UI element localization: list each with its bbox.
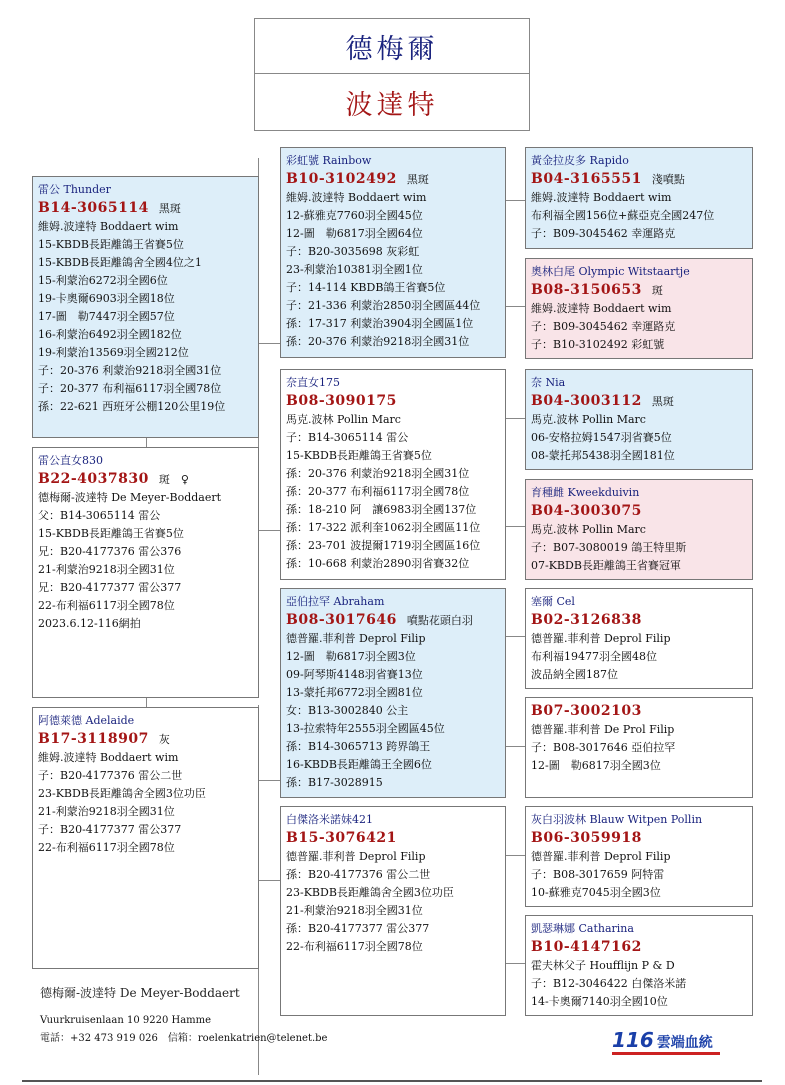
pedigree-card-ggdam-3 bbox=[525, 697, 753, 798]
record-line: 15-KBDB長距離鴿舍全國4位之1 bbox=[38, 256, 202, 269]
record-line: 15-利蒙治6272羽全國6位 bbox=[38, 274, 168, 287]
record-line: 12-圖 勒6817羽全國3位 bbox=[286, 650, 416, 663]
ring-number: B04-3165551 bbox=[531, 171, 642, 187]
color-marking: 斑 ♀ bbox=[158, 473, 189, 486]
record-line: 17-圖 勒7447羽全國57位 bbox=[38, 310, 175, 323]
ring-number: B08-3017646 bbox=[286, 612, 397, 628]
ring-number: B10-3102492 bbox=[286, 171, 397, 187]
color-marking: 黑斑 bbox=[158, 202, 181, 215]
record-line: 23-利蒙治10381羽全國1位 bbox=[286, 263, 423, 276]
record-line: 12-圖 勒6817羽全國3位 bbox=[531, 759, 661, 772]
color-marking: 黑斑 bbox=[651, 395, 674, 408]
connector-line bbox=[258, 780, 280, 781]
ring-number: B15-3076421 bbox=[286, 830, 397, 846]
connector-line bbox=[146, 697, 147, 707]
record-line: 22-布利福6117羽全國78位 bbox=[286, 940, 423, 953]
record-line: 2023.6.12-116網拍 bbox=[38, 617, 141, 630]
pigeon-name: 育種雌 Kweekduivin bbox=[531, 486, 640, 499]
record-line: 21-利蒙治9218羽全國31位 bbox=[38, 805, 175, 818]
record-line: 23-KBDB長距離鴿舍全國3位功臣 bbox=[38, 787, 206, 800]
pedigree-card-sire bbox=[32, 176, 259, 438]
record-line: 22-布利福6117羽全國78位 bbox=[38, 841, 175, 854]
record-line: 12-圖 勒6817羽全國64位 bbox=[286, 227, 423, 240]
record-line: 孫：10-668 利蒙治2890羽省賽32位 bbox=[286, 557, 470, 570]
pedigree-card-ggsire-1 bbox=[525, 147, 753, 249]
record-line: 波品納全國187位 bbox=[531, 668, 618, 681]
record-line: 子：20-377 布利福6117羽全國78位 bbox=[38, 382, 222, 395]
record-line: 孫：B20-4177376 雷公二世 bbox=[286, 868, 431, 881]
pigeon-name: 奧林白尾 Olympic Witstaartje bbox=[531, 265, 690, 278]
pigeon-name: 雷公 Thunder bbox=[38, 183, 111, 196]
record-line: 孫：20-377 布利福6117羽全國78位 bbox=[286, 485, 470, 498]
color-marking: 噴點花頭白羽 bbox=[406, 614, 473, 627]
record-line: 維姆.波達特 Boddaert wim bbox=[286, 191, 427, 204]
record-line: 23-KBDB長距離鴿舍全國3位功臣 bbox=[286, 886, 454, 899]
record-line: 07-KBDB長距離鴿王省賽冠軍 bbox=[531, 559, 681, 572]
record-line: 子：B09-3045462 幸運路克 bbox=[531, 227, 676, 240]
connector-line bbox=[505, 746, 525, 747]
record-line: 孫：B14-3065713 跨界鴿王 bbox=[286, 740, 431, 753]
logo-text: 雲端血統 bbox=[656, 1035, 713, 1051]
address: Vuurkruisenlaan 10 9220 Hamme bbox=[40, 1015, 212, 1026]
ring-number: B07-3002103 bbox=[531, 703, 642, 719]
pigeon-name: 雷公直女830 bbox=[38, 454, 103, 467]
record-line: 馬克.波林 Pollin Marc bbox=[286, 413, 401, 426]
record-line: 德普羅.菲利普 Deprol Filip bbox=[531, 850, 671, 863]
color-marking: 黑斑 bbox=[406, 173, 429, 186]
connector-line bbox=[258, 343, 280, 344]
record-line: 21-利蒙治9218羽全國31位 bbox=[38, 563, 175, 576]
pedigree-card-ggsire-4 bbox=[525, 806, 753, 907]
record-line: 孫：23-701 波提爾1719羽全國區16位 bbox=[286, 539, 481, 552]
record-line: 09-阿琴斯4148羽省賽13位 bbox=[286, 668, 423, 681]
record-line: 孫：22-621 西班牙公棚120公里19位 bbox=[38, 400, 226, 413]
record-line: 孫：18-210 阿 讓6983羽全國137位 bbox=[286, 503, 477, 516]
pigeon-name: 奈 Nia bbox=[531, 376, 566, 389]
record-line: 德普羅.菲利普 Deprol Filip bbox=[531, 632, 671, 645]
ring-number: B02-3126838 bbox=[531, 612, 642, 628]
connector-line bbox=[505, 855, 525, 856]
record-line: 子：B09-3045462 幸運路克 bbox=[531, 320, 676, 333]
record-line: 16-KBDB長距離鴿王全國6位 bbox=[286, 758, 432, 771]
record-line: 子：B14-3065114 雷公 bbox=[286, 431, 409, 444]
record-line: 馬克.波林 Pollin Marc bbox=[531, 413, 646, 426]
record-line: 16-利蒙治6492羽全國182位 bbox=[38, 328, 182, 341]
pigeon-name: 灰白羽波林 Blauw Witpen Pollin bbox=[531, 813, 703, 826]
record-line: 08-蒙托邦5438羽全國181位 bbox=[531, 449, 675, 462]
record-line: 子：B20-3035698 灰彩虹 bbox=[286, 245, 420, 258]
color-marking: 斑 bbox=[651, 284, 663, 297]
record-line: 霍夫林父子 Houfflijn P & D bbox=[531, 959, 675, 972]
ring-number: B04-3003075 bbox=[531, 503, 642, 519]
connector-line bbox=[505, 306, 525, 307]
record-line: 女：B13-3002840 公主 bbox=[286, 704, 409, 717]
record-line: 孫：20-376 利蒙治9218羽全國31位 bbox=[286, 335, 470, 348]
record-line: 13-拉索特年2555羽全國區45位 bbox=[286, 722, 445, 735]
record-line: 15-KBDB長距離鴿王省賽5位 bbox=[286, 449, 432, 462]
ring-number: B17-3118907 bbox=[38, 731, 149, 747]
ring-number: B14-3065114 bbox=[38, 200, 149, 216]
record-line: 19-卡奧爾6903羽全國18位 bbox=[38, 292, 175, 305]
pigeon-name: 奈直女175 bbox=[286, 376, 340, 389]
footer-contact bbox=[40, 984, 328, 1048]
record-line: 子：B08-3017659 阿特雷 bbox=[531, 868, 665, 881]
record-line: 德普羅.菲利普 De Prol Filip bbox=[531, 723, 675, 736]
pedigree-card-ggdam-4 bbox=[525, 915, 753, 1016]
pigeon-name: 亞伯拉罕 Abraham bbox=[286, 595, 385, 608]
record-line: 10-蘇雅克7045羽全國3位 bbox=[531, 886, 661, 899]
record-line: 孫：B20-4177377 雷公377 bbox=[286, 922, 430, 935]
pedigree-card-grandsire-1 bbox=[280, 147, 506, 358]
record-line: 子：14-114 KBDB鴿王省賽5位 bbox=[286, 281, 446, 294]
pedigree-card-ggdam-1 bbox=[525, 258, 753, 359]
pigeon-name: 塞爾 Cel bbox=[531, 595, 575, 608]
pedigree-card-ggsire-2 bbox=[525, 369, 753, 470]
pedigree-card-ggdam-2 bbox=[525, 479, 753, 580]
record-line: 孫：17-317 利蒙治3904羽全國區1位 bbox=[286, 317, 474, 330]
connector-line bbox=[258, 530, 280, 531]
pedigree-card-granddam-2 bbox=[280, 806, 506, 1016]
connector-line bbox=[505, 636, 525, 637]
record-line: 子：B10-3102492 彩虹號 bbox=[531, 338, 665, 351]
record-line: 布利福全國156位+蘇亞克全國247位 bbox=[531, 209, 715, 222]
record-line: 12-蘇雅克7760羽全國45位 bbox=[286, 209, 423, 222]
record-line: 子：B20-4177377 雷公377 bbox=[38, 823, 182, 836]
pedigree-card-ggsire-3 bbox=[525, 588, 753, 689]
breeder-name-header bbox=[254, 18, 530, 74]
connector-line bbox=[505, 200, 525, 201]
breeder-subname: 波達特 bbox=[345, 89, 439, 121]
pigeon-name: 凱瑟琳娜 Catharina bbox=[531, 922, 634, 935]
record-line: 布利福19477羽全國48位 bbox=[531, 650, 657, 663]
ring-number: B08-3150653 bbox=[531, 282, 642, 298]
connector-line bbox=[258, 880, 280, 881]
pedigree-card-dam bbox=[32, 707, 259, 969]
record-line: 孫：20-376 利蒙治9218羽全國31位 bbox=[286, 467, 470, 480]
connector-line bbox=[505, 418, 525, 419]
record-line: 22-布利福6117羽全國78位 bbox=[38, 599, 175, 612]
pigeon-name: 彩虹號 Rainbow bbox=[286, 154, 372, 167]
record-line: 兄：B20-4177376 雷公376 bbox=[38, 545, 182, 558]
breeder-name: 德梅爾 bbox=[345, 33, 439, 65]
record-line: 馬克.波林 Pollin Marc bbox=[531, 523, 646, 536]
breeder-subname-header bbox=[254, 73, 530, 131]
record-line: 子：B08-3017646 亞伯拉罕 bbox=[531, 741, 676, 754]
connector-line bbox=[505, 963, 525, 964]
record-line: 06-安格拉姆1547羽省賽5位 bbox=[531, 431, 672, 444]
record-line: 19-利蒙治13569羽全國212位 bbox=[38, 346, 189, 359]
record-line: 15-KBDB長距離鴿王省賽5位 bbox=[38, 238, 184, 251]
pedigree-card-grandsire-2 bbox=[280, 588, 506, 798]
contact-info: 電話：+32 473 919 026 信箱：roelenkatrien@telenet.be bbox=[40, 1033, 328, 1044]
ring-number: B04-3003112 bbox=[531, 393, 642, 409]
logo-underline bbox=[612, 1052, 720, 1055]
record-line: 兄：B20-4177377 雷公377 bbox=[38, 581, 182, 594]
color-marking: 淺噴點 bbox=[651, 173, 685, 186]
brand-logo bbox=[612, 1028, 713, 1052]
record-line: 14-卡奧爾7140羽全國10位 bbox=[531, 995, 668, 1008]
record-line: 維姆.波達特 Boddaert wim bbox=[531, 191, 672, 204]
pigeon-name: 黃金拉皮多 Rapido bbox=[531, 154, 629, 167]
ring-number: B22-4037830 bbox=[38, 471, 149, 487]
ring-number: B08-3090175 bbox=[286, 393, 397, 409]
record-line: 維姆.波達特 Boddaert wim bbox=[38, 220, 179, 233]
record-line: 子：B07-3080019 鴿王特里斯 bbox=[531, 541, 687, 554]
record-line: 維姆.波達特 Boddaert wim bbox=[531, 302, 672, 315]
record-line: 15-KBDB長距離鴿王省賽5位 bbox=[38, 527, 184, 540]
record-line: 父：B14-3065114 雷公 bbox=[38, 509, 161, 522]
record-line: 子：21-336 利蒙治2850羽全國區44位 bbox=[286, 299, 481, 312]
pedigree-card-granddam-1 bbox=[280, 369, 506, 580]
connector-line bbox=[146, 438, 147, 447]
record-line: 子：B20-4177376 雷公二世 bbox=[38, 769, 183, 782]
logo-number: 116 bbox=[612, 1028, 654, 1052]
record-line: 13-蒙托邦6772羽全國81位 bbox=[286, 686, 423, 699]
ring-number: B10-4147162 bbox=[531, 939, 642, 955]
record-line: 子：20-376 利蒙治9218羽全國31位 bbox=[38, 364, 222, 377]
record-line: 21-利蒙治9218羽全國31位 bbox=[286, 904, 423, 917]
ring-number: B06-3059918 bbox=[531, 830, 642, 846]
connector-line bbox=[505, 526, 525, 527]
color-marking: 灰 bbox=[158, 733, 170, 746]
record-line: 德梅爾-波達特 De Meyer-Boddaert bbox=[38, 491, 222, 504]
record-line: 德普羅.菲利普 Deprol Filip bbox=[286, 850, 426, 863]
bottom-divider bbox=[22, 1080, 762, 1082]
pigeon-name: 白傑洛米諾妹421 bbox=[286, 813, 373, 826]
pedigree-card-hen bbox=[32, 447, 259, 698]
record-line: 德普羅.菲利普 Deprol Filip bbox=[286, 632, 426, 645]
record-line: 維姆.波達特 Boddaert wim bbox=[38, 751, 179, 764]
pigeon-name: 阿德萊德 Adelaide bbox=[38, 714, 135, 727]
owner-name: 德梅爾-波達特 De Meyer-Boddaert bbox=[40, 986, 240, 1000]
record-line: 子：B12-3046422 白傑洛米諾 bbox=[531, 977, 687, 990]
record-line: 孫：17-322 派利奎1062羽全國區11位 bbox=[286, 521, 481, 534]
record-line: 孫：B17-3028915 bbox=[286, 776, 383, 789]
